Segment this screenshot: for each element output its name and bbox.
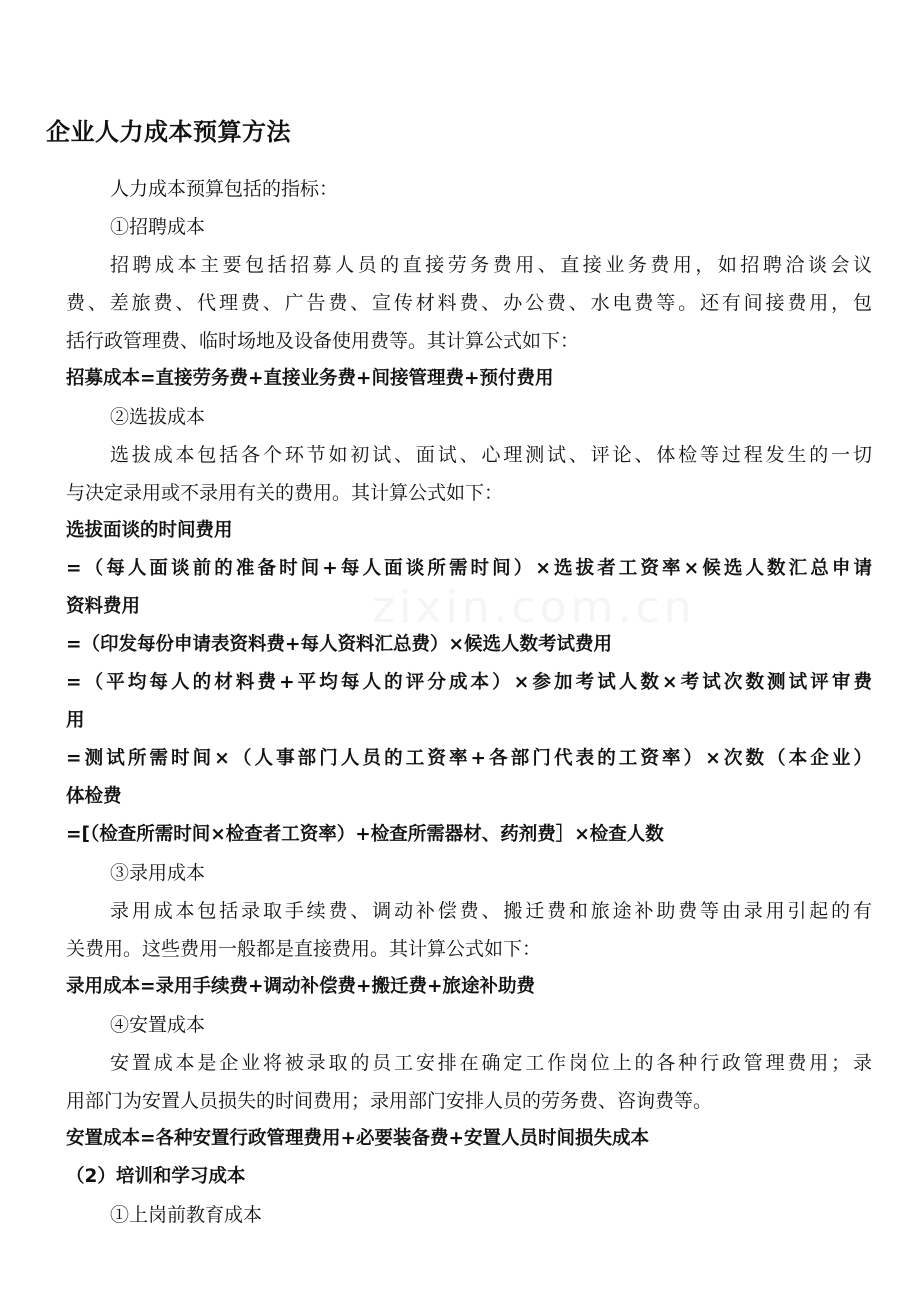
paragraph-line: 费、差旅费、代理费、广告费、宣传材料费、办公费、水电费等。还有间接费用，包 xyxy=(66,292,872,314)
formula-line: 安置成本=各种安置行政管理费用+必要装备费+安置人员时间损失成本 xyxy=(66,1128,650,1149)
paragraph-line: 选拔成本包括各个环节如初试、面试、心理测试、评论、体检等过程发生的一切 xyxy=(110,444,872,466)
section-heading: （2）培训和学习成本 xyxy=(66,1166,246,1187)
formula-line: =（平均每人的材料费+平均每人的评分成本）×参加考试人数×考试次数测试评审费 xyxy=(66,672,872,693)
watermark: zixin.com.cn xyxy=(372,582,696,633)
formula-line: 录用成本=录用手续费+调动补偿费+搬迁费+旅途补助费 xyxy=(66,976,536,997)
section-heading: ③录用成本 xyxy=(110,862,206,884)
paragraph-line: 安置成本是企业将被录取的员工安排在确定工作岗位上的各种行政管理费用；录 xyxy=(110,1052,872,1074)
formula-line: =测试所需时间×（人事部门人员的工资率+各部门代表的工资率）×次数（本企业） xyxy=(66,748,872,769)
section-heading: ④安置成本 xyxy=(110,1014,206,1036)
formula-line: 招募成本=直接劳务费+直接业务费+间接管理费+预付费用 xyxy=(66,368,554,389)
formula-line: 用 xyxy=(66,710,85,731)
paragraph-line: 用部门为安置人员损失的时间费用；录用部门安排人员的劳务费、咨询费等。 xyxy=(66,1090,713,1112)
section-heading: ①上岗前教育成本 xyxy=(110,1204,263,1226)
section-heading: ②选拔成本 xyxy=(110,406,206,428)
paragraph-line: 录用成本包括录取手续费、调动补偿费、搬迁费和旅途补助费等由录用引起的有 xyxy=(110,900,872,922)
page-title: 企业人力成本预算方法 xyxy=(46,118,291,146)
formula-line: =（每人面谈前的准备时间+每人面谈所需时间）×选拔者工资率×候选人数汇总申请 xyxy=(66,558,872,579)
formula-line: 选拔面谈的时间费用 xyxy=(66,520,233,541)
document-body xyxy=(66,170,872,1234)
formula-line: 体检费 xyxy=(66,786,122,807)
paragraph-line: 与决定录用或不录用有关的费用。其计算公式如下： xyxy=(66,482,504,504)
formula-line: =[（检查所需时间×检查者工资率）+检查所需器材、药剂费］×检查人数 xyxy=(66,824,664,845)
paragraph-line: 括行政管理费、临时场地及设备使用费等。其计算公式如下： xyxy=(66,330,580,352)
paragraph-line: 关费用。这些费用一般都是直接费用。其计算公式如下： xyxy=(66,938,542,960)
paragraph-line: 招聘成本主要包括招募人员的直接劳务费用、直接业务费用，如招聘洽谈会议 xyxy=(110,254,872,276)
section-heading: ①招聘成本 xyxy=(110,216,206,238)
formula-line: 资料费用 xyxy=(66,596,141,617)
formula-line: =（印发每份申请表资料费+每人资料汇总费）×候选人数考试费用 xyxy=(66,634,613,655)
paragraph-line: 人力成本预算包括的指标： xyxy=(110,178,339,200)
